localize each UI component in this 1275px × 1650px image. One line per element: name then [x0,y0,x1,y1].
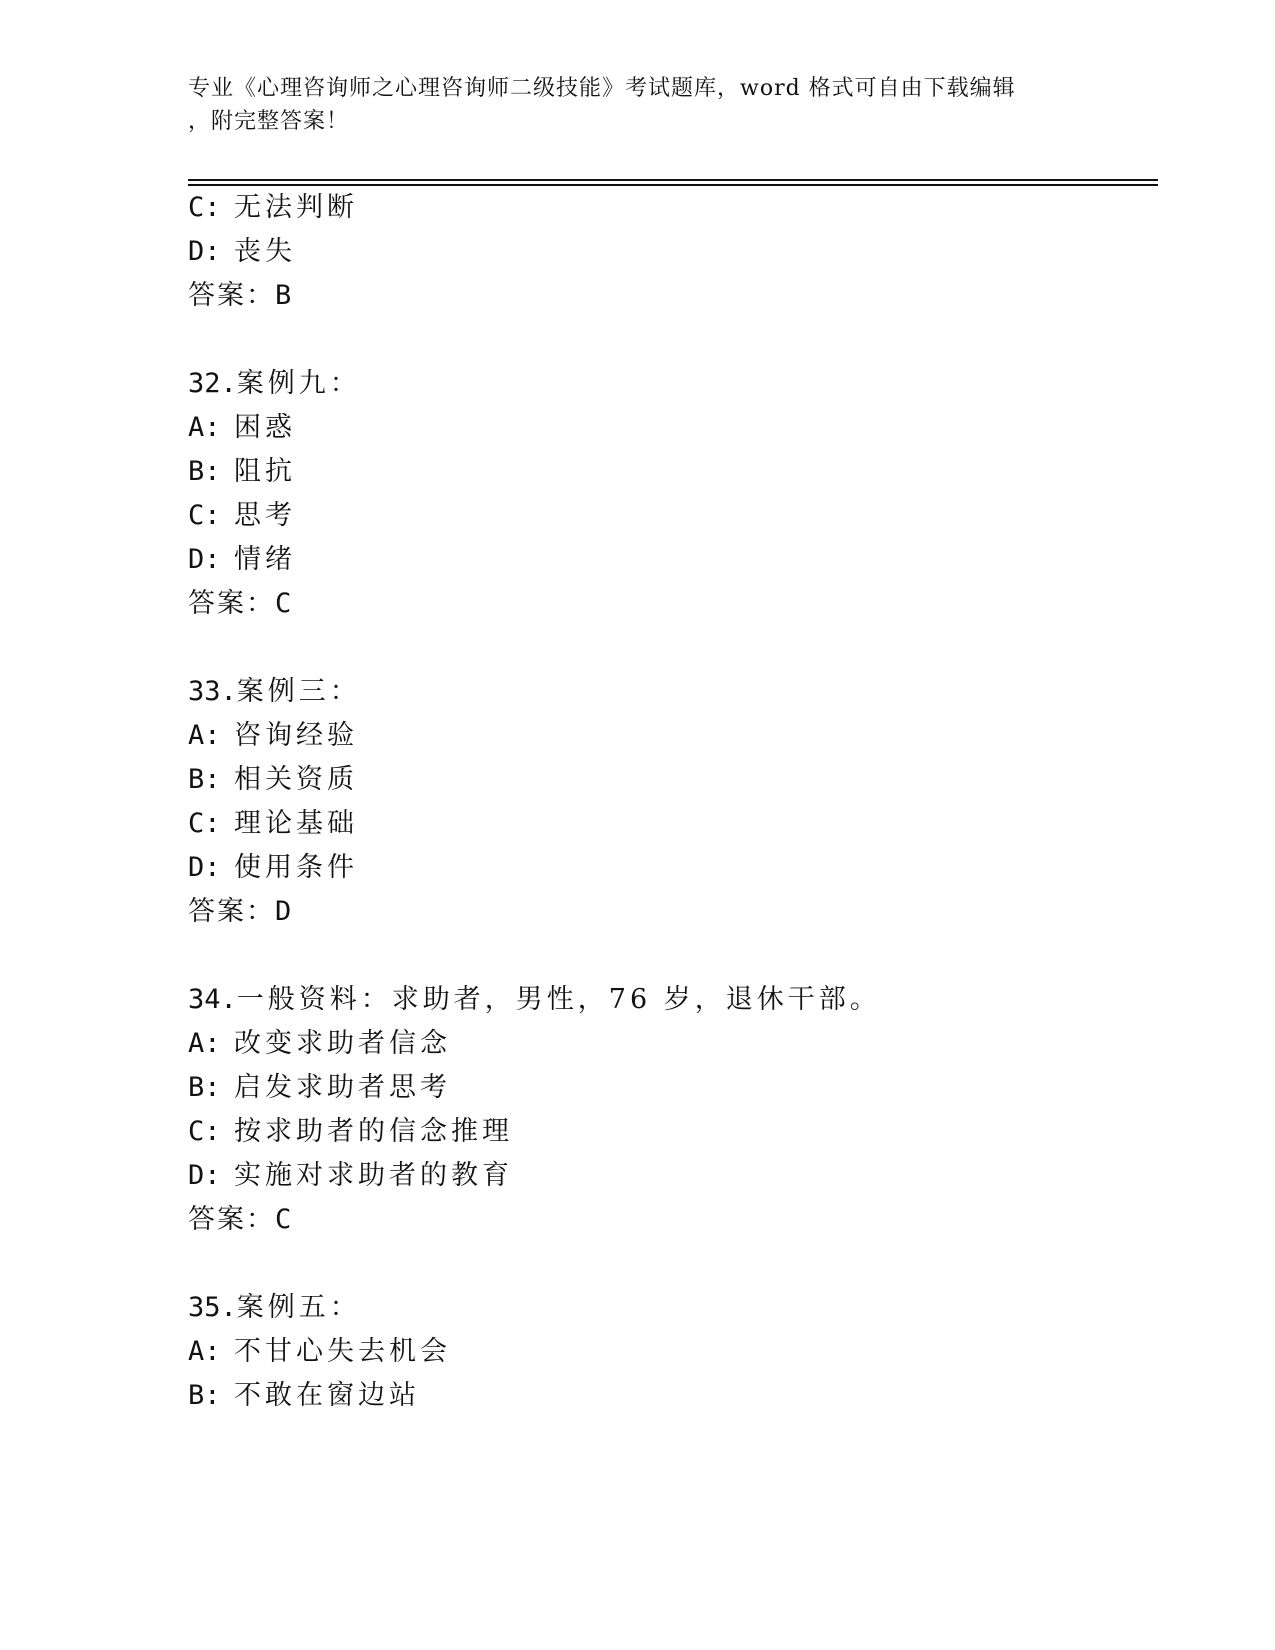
option-letter: C: [188,500,221,531]
option-letter: A: [188,1028,221,1059]
option-letter: A: [188,1336,221,1367]
question-33-stem [188,675,361,709]
question-33-answer [188,895,291,929]
answer-value: D [275,896,292,927]
question-number: 33. [188,676,237,707]
question-32-option-d [188,543,296,577]
question-32-option-b [188,455,296,489]
question-34-option-b [188,1071,451,1105]
answer-label: 答案： [188,588,275,619]
question-32-stem [188,367,361,401]
question-34-option-d [188,1159,513,1193]
option-text: 不敢在窗边站 [234,1380,420,1411]
option-letter: D: [188,236,221,267]
question-33-option-a [188,719,358,753]
document-header [188,72,1088,138]
option-text: 思考 [234,500,296,531]
header-divider-bottom [188,184,1158,186]
question-35-stem [188,1291,361,1325]
question-number: 34. [188,984,237,1015]
question-number: 32. [188,368,237,399]
option-letter: A: [188,412,221,443]
option-text: 不甘心失去机会 [234,1336,451,1367]
answer-value: C [275,588,292,619]
question-32-option-a [188,411,296,445]
question-text: 案例五： [236,1292,361,1323]
prev-option-d [188,235,296,269]
answer-label: 答案： [188,280,275,311]
option-text: 实施对求助者的教育 [234,1160,513,1191]
question-text: 案例三： [236,676,361,707]
question-33-option-b [188,763,358,797]
option-text: 情绪 [234,544,296,575]
option-text: 使用条件 [234,852,358,883]
header-divider-top [188,179,1158,181]
option-letter: A: [188,720,221,751]
option-letter: B: [188,1072,221,1103]
question-32-option-c [188,499,296,533]
question-34-answer [188,1203,291,1237]
question-32-answer [188,587,291,621]
option-text: 咨询经验 [234,720,358,751]
option-letter: D: [188,852,221,883]
option-letter: B: [188,1380,221,1411]
option-letter: B: [188,456,221,487]
question-text: 一般资料：求助者，男性，76 岁，退休干部。 [236,984,881,1015]
option-text: 相关资质 [234,764,358,795]
question-34-option-a [188,1027,451,1061]
answer-value: B [275,280,292,311]
header-title-line-1: 专业《心理咨询师之心理咨询师二级技能》考试题库，word 格式可自由下载编辑 [188,76,1016,101]
question-35-option-a [188,1335,451,1369]
header-title-line-2: ，附完整答案！ [188,109,350,134]
option-letter: C: [188,1116,221,1147]
prev-answer [188,279,291,313]
answer-value: C [275,1204,292,1235]
question-35-option-b [188,1379,420,1413]
option-text: 按求助者的信念推理 [234,1116,513,1147]
option-text: 困惑 [234,412,296,443]
option-letter: D: [188,1160,221,1191]
question-number: 35. [188,1292,237,1323]
option-letter: C: [188,808,221,839]
question-33-option-d [188,851,358,885]
option-text: 无法判断 [234,192,358,223]
option-text: 启发求助者思考 [234,1072,451,1103]
option-text: 阻抗 [234,456,296,487]
option-text: 丧失 [234,236,296,267]
option-letter: B: [188,764,221,795]
option-text: 理论基础 [234,808,358,839]
option-text: 改变求助者信念 [234,1028,451,1059]
prev-option-c [188,191,358,225]
question-33-option-c [188,807,358,841]
question-34-option-c [188,1115,513,1149]
option-letter: D: [188,544,221,575]
answer-label: 答案： [188,896,275,927]
question-text: 案例九： [236,368,361,399]
question-34-stem [188,983,881,1017]
option-letter: C: [188,192,221,223]
answer-label: 答案： [188,1204,275,1235]
